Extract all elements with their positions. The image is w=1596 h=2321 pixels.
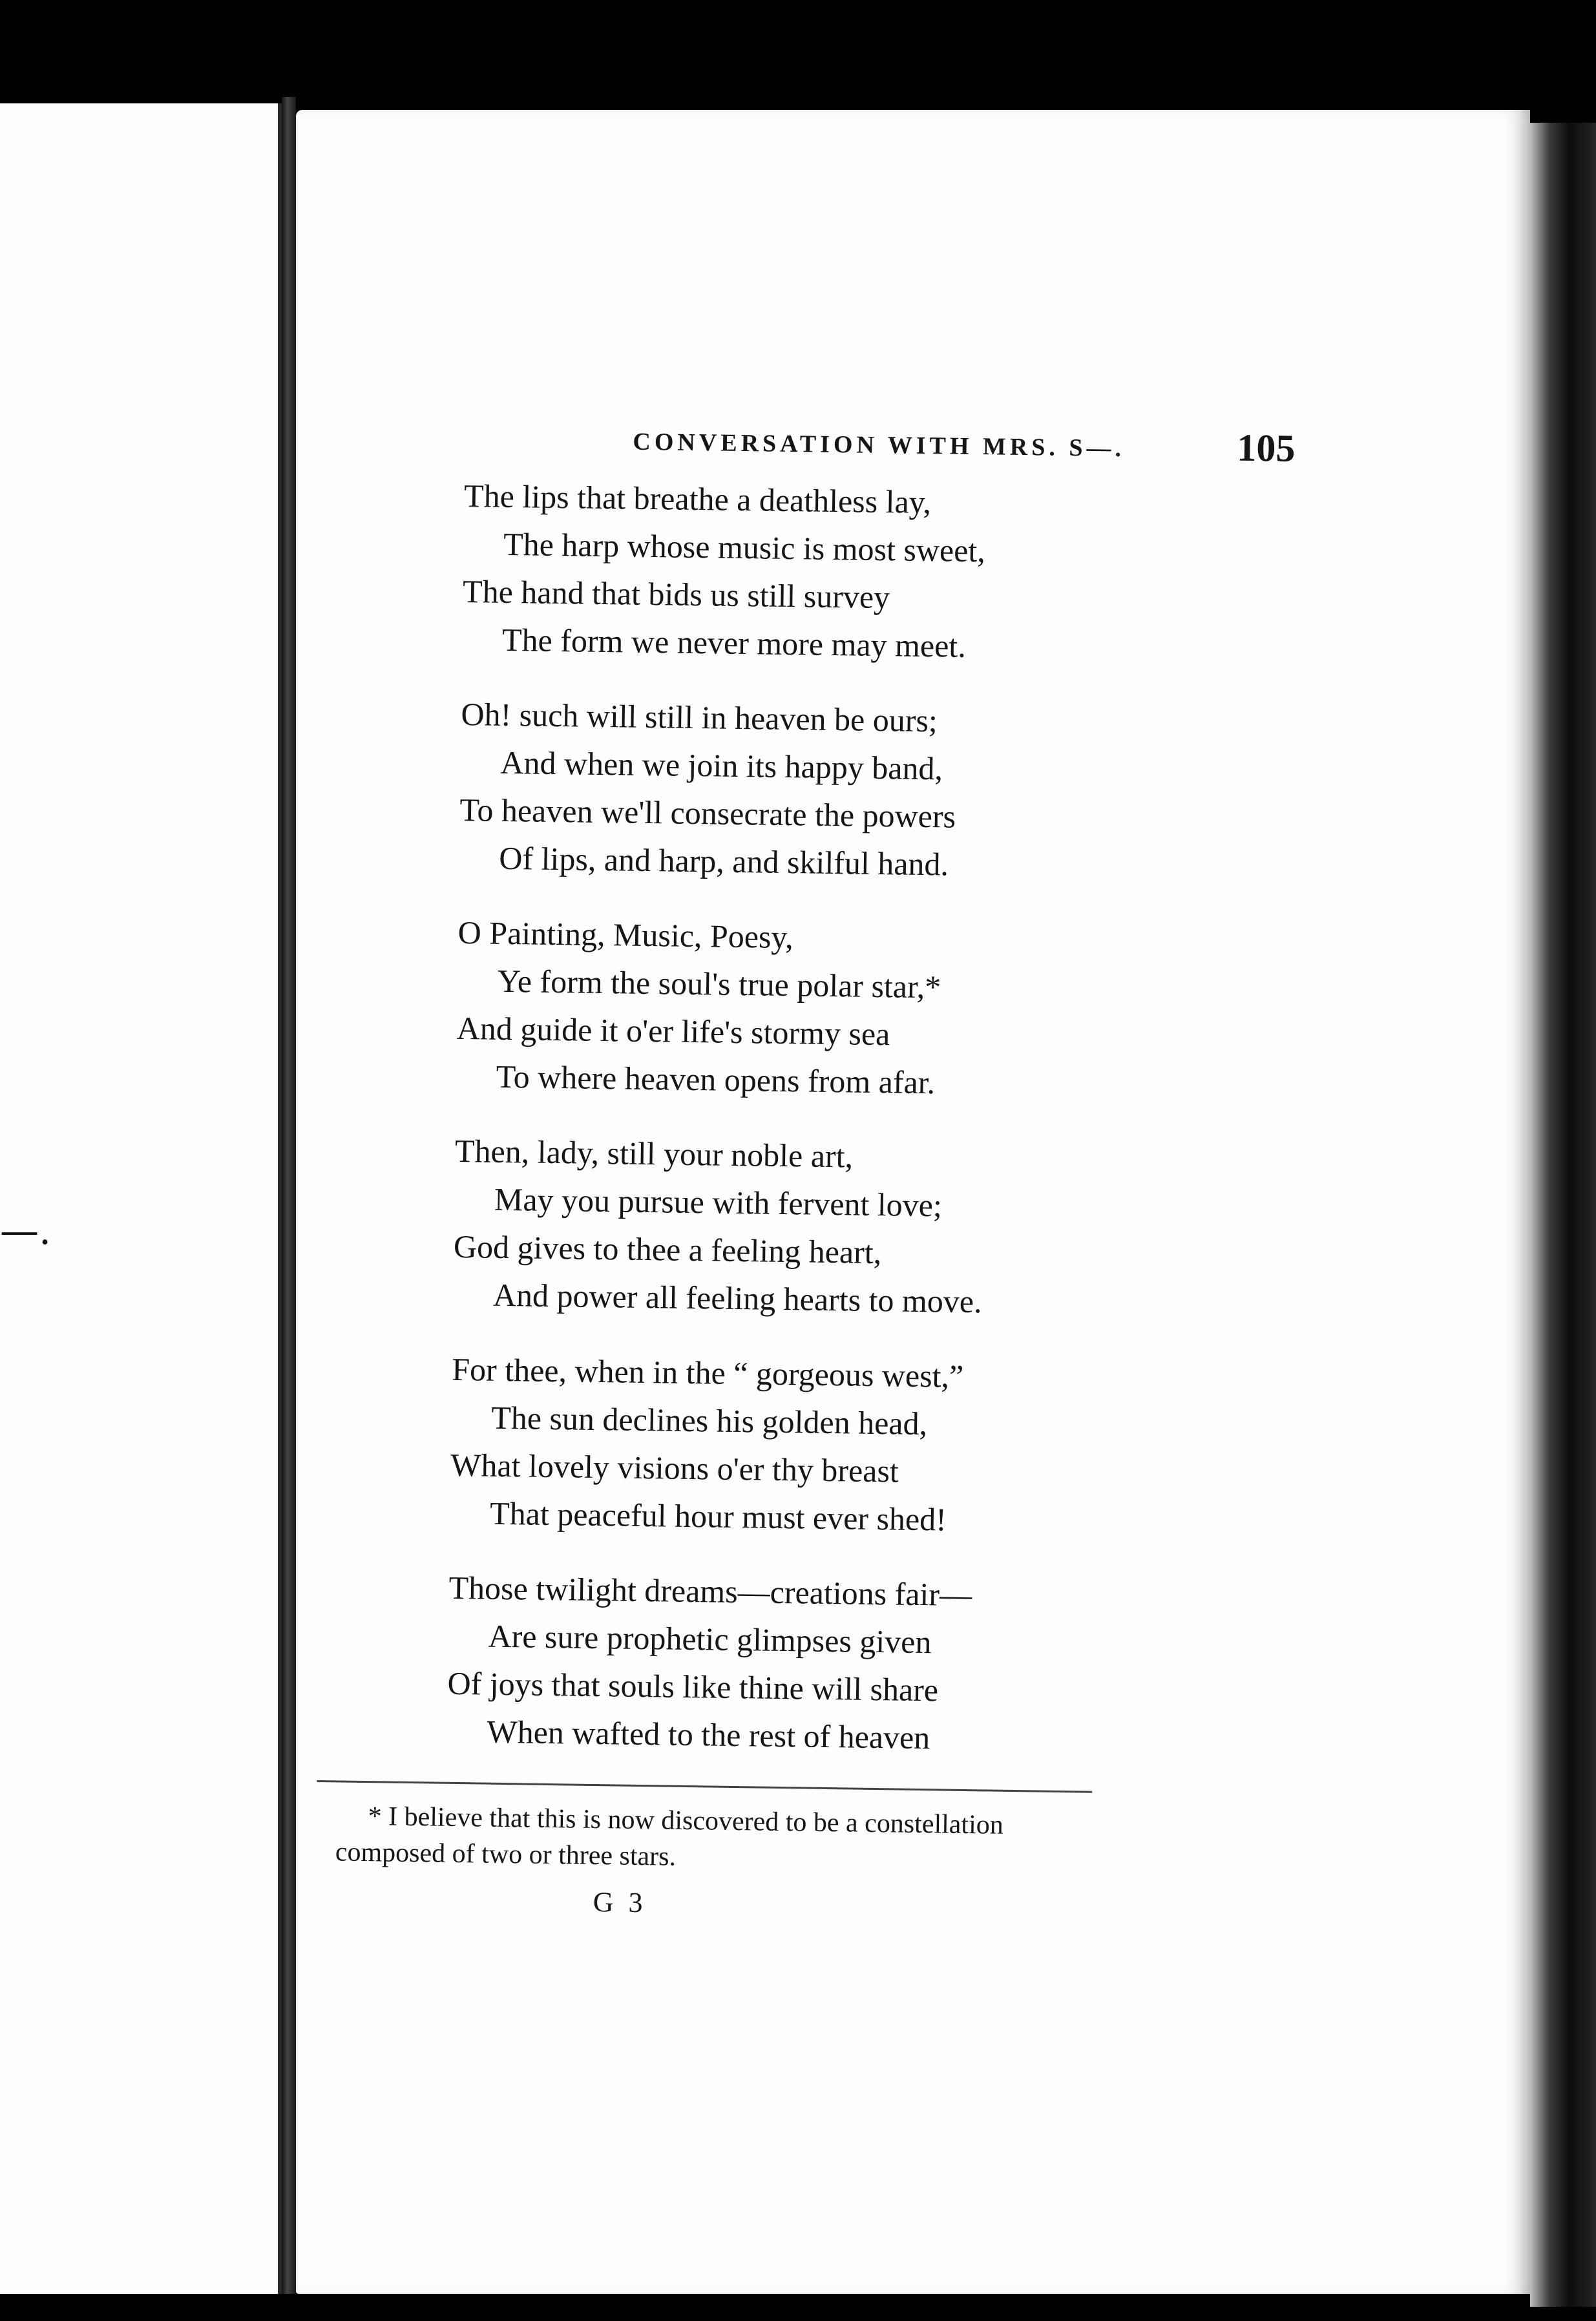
poem-line: The harp whose music is most sweet,: [503, 525, 986, 569]
book-gutter: [282, 97, 296, 2294]
poem-line: O Painting, Music, Poesy,: [457, 914, 794, 956]
poem-line: The lips that breathe a deathless lay,: [463, 477, 932, 521]
poem-line: And guide it o'er life's stormy sea: [456, 1009, 890, 1053]
running-head: CONVERSATION WITH MRS. S—.: [633, 428, 1126, 463]
poem-line: The form we never more may meet.: [501, 621, 967, 664]
poem-line: May you pursue with fervent love;: [494, 1181, 943, 1224]
stanza: [446, 1564, 1341, 1767]
poem-line: Ye form the soul's true polar star,*: [497, 962, 941, 1005]
poem-line: The hand that bids us still survey: [462, 572, 890, 616]
poem-line: When wafted to the rest of heaven: [487, 1713, 930, 1756]
poem-line: Those twilight dreams—creations fair—: [448, 1569, 972, 1613]
stanza: [450, 1345, 1344, 1549]
stanza: [456, 908, 1350, 1112]
poem-line: Are sure prophetic glimpses given: [488, 1617, 932, 1661]
stanza: [459, 690, 1353, 894]
left-page-mark: —.: [0, 1208, 52, 1254]
page-edge: [1530, 123, 1596, 2307]
stanza: [462, 472, 1356, 675]
poem-line: What lovely visions o'er thy breast: [450, 1446, 899, 1489]
footnote: [334, 1798, 1143, 1927]
poem-line: And power all feeling hearts to move.: [492, 1276, 982, 1320]
left-page: [0, 103, 282, 2294]
page-header: [465, 414, 1357, 484]
poem-line: Of joys that souls like thine will share: [447, 1665, 939, 1708]
poem-line: That peaceful hour must ever shed!: [489, 1495, 947, 1538]
poem-line: Of lips, and harp, and skilful hand.: [499, 839, 949, 883]
signature-mark: G 3: [593, 1885, 647, 1919]
poem-line: And when we join its happy band,: [500, 744, 943, 787]
footnote-line: * I believe that this is now discovered to be a constellation: [368, 1801, 1004, 1840]
poem-line: To heaven we'll consecrate the powers: [459, 791, 956, 835]
poem-line: God gives to thee a feeling heart,: [453, 1228, 882, 1271]
stanza: [452, 1127, 1347, 1330]
footnote-line: composed of two or three stars.: [335, 1837, 677, 1872]
poem-line: The sun declines his golden head,: [490, 1399, 928, 1442]
poem-line: For thee, when in the “ gorgeous west,”: [451, 1350, 964, 1394]
page-text: [335, 414, 1356, 1931]
page-number: 105: [1236, 426, 1296, 470]
poem-line: Oh! such will still in heaven be ours;: [461, 695, 938, 739]
poem-line: To where heaven opens from afar.: [496, 1058, 936, 1101]
poem-line: Then, lady, still your noble art,: [454, 1132, 854, 1175]
